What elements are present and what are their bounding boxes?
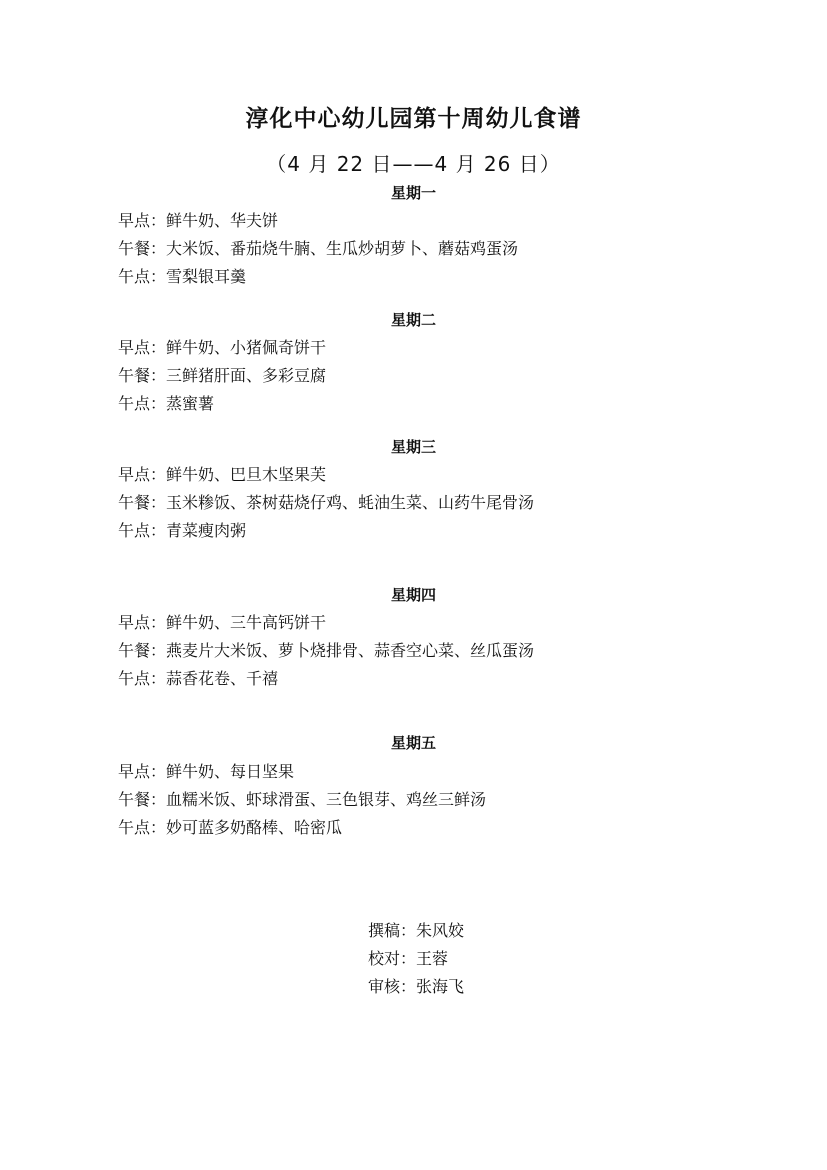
credit-proofreader: 校对：王蓉	[368, 949, 449, 968]
date-range-subtitle: （4 月 22 日——4 月 26 日）	[266, 152, 561, 176]
credit-author: 撰稿：朱风姣	[368, 921, 465, 940]
credit-reviewer: 审核：张海飞	[368, 977, 465, 996]
menu-title: 淳化中心幼儿园第十周幼儿食谱	[245, 105, 582, 132]
day-heading-monday: 星期一	[390, 184, 436, 202]
day-heading-wednesday: 星期三	[390, 438, 436, 456]
day-heading-thursday: 星期四	[390, 586, 436, 604]
tuesday-snack: 午点：蒸蜜薯	[118, 394, 215, 413]
friday-breakfast: 早点：鲜牛奶、每日坚果	[118, 762, 295, 781]
day-heading-tuesday: 星期二	[390, 311, 436, 329]
monday-lunch: 午餐：大米饭、番茄烧牛腩、生瓜炒胡萝卜、蘑菇鸡蛋汤	[118, 239, 519, 258]
wednesday-snack: 午点：青菜瘦肉粥	[118, 521, 247, 540]
thursday-lunch: 午餐：燕麦片大米饭、萝卜烧排骨、蒜香空心菜、丝瓜蛋汤	[118, 641, 535, 660]
tuesday-breakfast: 早点：鲜牛奶、小猪佩奇饼干	[118, 338, 327, 357]
friday-lunch: 午餐：血糯米饭、虾球滑蛋、三色银芽、鸡丝三鲜汤	[118, 790, 487, 809]
monday-breakfast: 早点：鲜牛奶、华夫饼	[118, 211, 279, 230]
wednesday-lunch: 午餐：玉米糁饭、茶树菇烧仔鸡、蚝油生菜、山药牛尾骨汤	[118, 493, 535, 512]
thursday-breakfast: 早点：鲜牛奶、三牛高钙饼干	[118, 613, 327, 632]
day-heading-friday: 星期五	[390, 734, 436, 752]
thursday-snack: 午点：蒜香花卷、千禧	[118, 669, 279, 688]
tuesday-lunch: 午餐：三鲜猪肝面、多彩豆腐	[118, 366, 327, 385]
wednesday-breakfast: 早点：鲜牛奶、巴旦木坚果芙	[118, 465, 327, 484]
friday-snack: 午点：妙可蓝多奶酪棒、哈密瓜	[118, 818, 343, 837]
monday-snack: 午点：雪梨银耳羹	[118, 267, 247, 286]
